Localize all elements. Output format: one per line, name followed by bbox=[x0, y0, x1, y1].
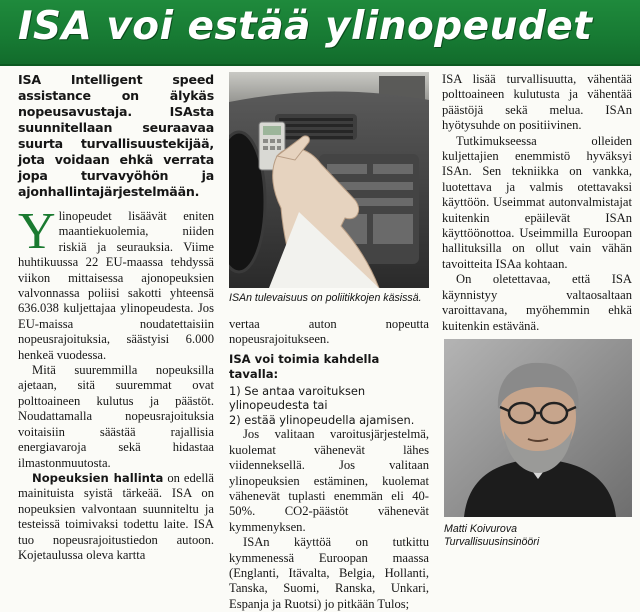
portrait-title: Turvallisuusinsinööri bbox=[444, 536, 540, 548]
dashboard-photo bbox=[229, 72, 429, 288]
list-item-prevent: 2) estää ylinopeudella ajamisen. bbox=[229, 412, 415, 427]
col3-paragraph-3: On oletettavaa, että ISA käynnistyy valtaosaltaan varoittavana, myöhemmin ehkä kuitenkin estävänä. bbox=[442, 272, 632, 333]
article-title: ISA voi estää ylinopeudet bbox=[18, 4, 593, 49]
col1-paragraph-1-text: linopeudet lisäävät eniten maantiekuolemia, niiden riskiä ja seurauksia. Viime huhtikuussa 22 EU-maassa tehdyssä viikon mittaisessa ajonopeuksien valvonnassa poliisi sakotti yhteensä 636.038 kuljettajaa ylinopeudesta. Jos EU-maissa noudatettaisiin nopeusrajoituksia, säästyisi 6.000 henkeä vuodessa. bbox=[18, 209, 214, 362]
drop-cap: Y bbox=[18, 203, 56, 260]
title-banner bbox=[0, 0, 640, 66]
portrait-caption bbox=[444, 523, 632, 549]
portrait-illustration bbox=[444, 339, 632, 517]
col3-paragraph-2: Tutkimukseessa olleiden kuljettajien enemmistö hyväksyi ISAn. Sen tekniikka on vankka, luotettava ja valmis otettavaksi käyttöön. Useimmat autonvalmistajat kuitenkin epäilevät ISAn käyttöönottoa. Useimmilla Euroopan hallituksilla on ollut vain vähän tavoitteita ISAa kohtaan. bbox=[442, 133, 632, 271]
column-1 bbox=[18, 72, 214, 563]
isa-modes-list bbox=[229, 384, 429, 428]
dashboard-illustration bbox=[229, 72, 429, 288]
col1-paragraph-3-highlight: Nopeuksien hallinta bbox=[32, 470, 164, 485]
col2-paragraph-2: Jos valitaan varoitusjärjestelmä, kuolemat vähenevät lähes viidenneksellä. Jos valitaan ylinopeuksien estäminen, kuolemat vähenevät tuplasti enemmän eli 40-50%. CO2-päästöt vähenevät kymmenyksen. bbox=[229, 427, 429, 534]
portrait-photo bbox=[444, 339, 632, 517]
dashboard-photo-caption: ISAn tulevaisuus on poliitikkojen käsissä. bbox=[229, 292, 422, 304]
column-3 bbox=[442, 72, 632, 334]
col1-paragraph-2: Mitä suuremmilla nopeuksilla ajetaan, sitä suuremmat ovat polttoaineen kulutus ja päästöt. Noudattamalla nopeusrajoituksia voitaisiin säästää rajallisia energiavaroja sekä hidastaa ilmastonmuutosta. bbox=[18, 363, 214, 470]
lead-paragraph: ISA Intelligent speed assistance on älykäs nopeusavustaja. ISAsta suunnitellaan seuraavaa suurta turvallisuustekijää, jota voidaan ehkä verrata jopa turvavyöhön ja ajonhallintajärjestelmään. bbox=[18, 72, 214, 199]
col2-paragraph-3: ISAn käyttöä on tutkittu kymmenessä Euroopan maassa (Englanti, Itävalta, Belgia, Hollanti, Tanska, Suomi, Ranska, Unkari, Espanja ja Ruotsi) jo pitkään Tulos; bbox=[229, 535, 429, 611]
col2-subheading: ISA voi toimia kahdella tavalla: bbox=[229, 351, 380, 382]
col1-paragraph-3 bbox=[18, 471, 214, 563]
column-2 bbox=[229, 317, 429, 612]
portrait-name: Matti Koivurova bbox=[444, 523, 518, 535]
col2-paragraph-1: vertaa auton nopeutta nopeusrajoitukseen. bbox=[229, 317, 429, 347]
col1-paragraph-1 bbox=[18, 203, 214, 363]
list-item-warning: 1) Se antaa varoituksen ylinopeudesta tai bbox=[229, 383, 366, 413]
col3-paragraph-1: ISA lisää turvallisuutta, vähentää polttoaineen kulutusta ja vähentää päästöjä sekä melua. ISAn hyötysuhde on positiivinen. bbox=[442, 72, 632, 133]
col1-paragraph-3-text: on edellä mainituista syistä tärkeää. ISA on nopeuksien valvontaan suunniteltu ja testeissä toimivaksi todettu laite. ISA tuo nopeusrajoitustiedon autoon. Kojetaulussa oleva kartta bbox=[18, 470, 214, 562]
